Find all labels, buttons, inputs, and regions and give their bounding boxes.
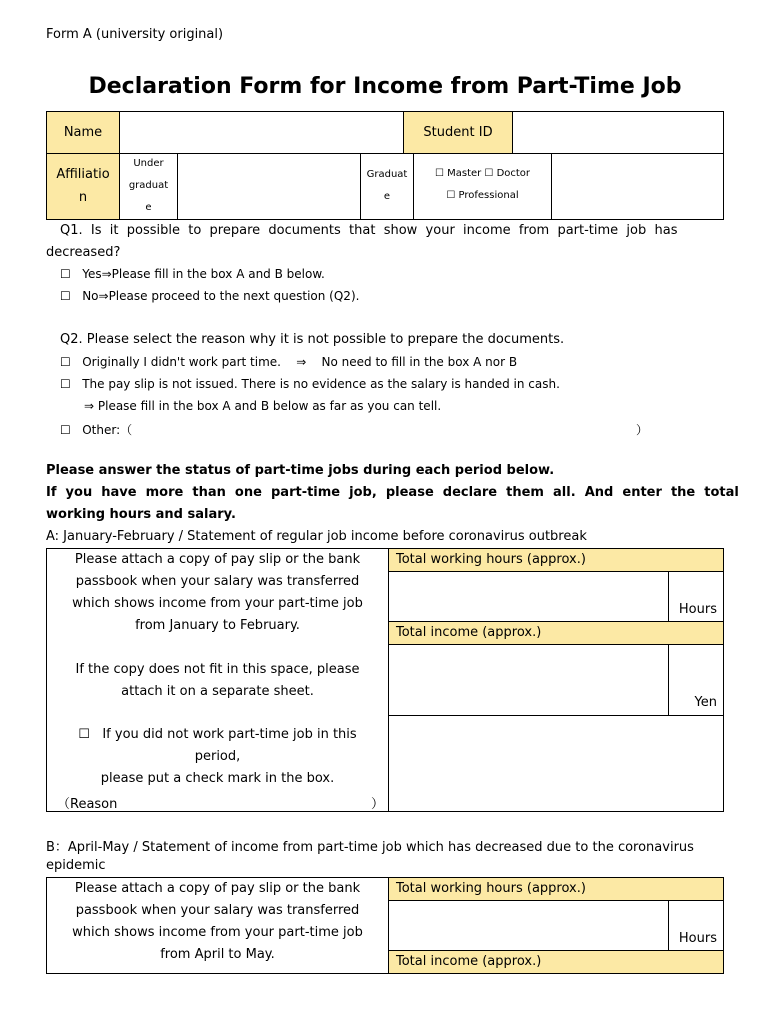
section-b-attach-line3: which shows income from your part-time job	[72, 925, 363, 940]
degree-options-cell	[413, 153, 552, 220]
section-a-reason-label: （Reason	[57, 797, 118, 812]
graduate-label-line1: Graduat	[366, 169, 408, 180]
section-b-income-label: Total income (approx.)	[396, 954, 542, 969]
q2-option-no-pay-slip[interactable]: ☐ The pay slip is not issued. There is no evidence as the salary is handed in cash.	[60, 377, 560, 391]
q1-question-line1: Q1. Is it possible to prepare documents that show your income from part-time job has	[60, 223, 678, 238]
section-a-check-line3: please put a check mark in the box.	[100, 771, 335, 786]
section-b-attach-line2: passbook when your salary was transferred	[75, 903, 360, 918]
section-a-income-header	[388, 621, 724, 645]
section-b-heading-line1: B：April-May / Statement of income from part-time job which has decreased due to the coronavirus	[46, 840, 694, 855]
section-a-attach-line1: Please attach a copy of pay slip or the bank	[74, 552, 361, 567]
section-a-income-label: Total income (approx.)	[396, 625, 542, 640]
section-a-income-unit-cell	[668, 644, 724, 716]
section-a-notes-field[interactable]	[388, 715, 724, 812]
q1-no-option[interactable]: ☐ No⇒Please proceed to the next question (Q2).	[60, 289, 360, 303]
section-a-check-line2: period,	[194, 749, 241, 764]
section-a-reason-close: ）	[371, 797, 385, 812]
section-b-hours-header	[388, 877, 724, 901]
section-a-attach-line3: which shows income from your part-time job	[72, 596, 363, 611]
q2-option-no-pay-slip-note: ⇒ Please fill in the box A and B below as far as you can tell.	[84, 399, 442, 413]
affiliation-label-cell	[46, 153, 120, 220]
graduate-label-line2: e	[383, 191, 391, 202]
master-doctor-checkboxes[interactable]: ☐ Master ☐ Doctor	[434, 168, 531, 179]
section-b-heading-line2: epidemic	[46, 858, 106, 873]
section-a-no-work-checkbox[interactable]: ☐ If you did not work part-time job in this	[78, 727, 357, 742]
graduate-field[interactable]	[551, 153, 724, 220]
section-b-hours-label: Total working hours (approx.)	[396, 881, 586, 896]
undergraduate-label-cell	[119, 153, 178, 220]
instructions-line3: working hours and salary.	[46, 507, 236, 522]
student-id-label: Student ID	[423, 125, 493, 140]
section-a-copy-line1: If the copy does not fit in this space, please	[75, 662, 360, 677]
q2-option-other[interactable]: ☐ Other:（	[60, 423, 133, 437]
student-id-field[interactable]	[512, 111, 724, 154]
section-a-attach-line2: passbook when your salary was transferred	[75, 574, 360, 589]
section-a-income-unit: Yen	[694, 695, 717, 710]
section-a-attach-line4: from January to February.	[135, 618, 300, 633]
section-b-attach-line4: from April to May.	[160, 947, 275, 962]
q2-question: Q2. Please select the reason why it is not possible to prepare the documents.	[60, 332, 565, 347]
undergraduate-label-line2: graduat	[128, 180, 169, 191]
undergraduate-field[interactable]	[177, 153, 361, 220]
q2-option-no-part-time[interactable]: ☐ Originally I didn't work part time. ⇒ No need to fill in the box A nor B	[60, 355, 518, 369]
section-a-copy-line2: attach it on a separate sheet.	[121, 684, 314, 699]
section-b-attachment-box[interactable]	[46, 877, 389, 974]
graduate-label-cell	[360, 153, 414, 220]
q2-other-close-bracket: ）	[636, 423, 649, 437]
section-a-income-field[interactable]	[388, 644, 669, 716]
section-a-attachment-box[interactable]	[46, 548, 389, 812]
section-b-hours-field[interactable]	[388, 900, 669, 951]
professional-checkbox[interactable]: ☐ Professional	[446, 190, 519, 201]
name-label-cell	[46, 111, 120, 154]
student-id-label-cell	[403, 111, 513, 154]
affiliation-label-line2: n	[78, 190, 88, 205]
name-field[interactable]	[119, 111, 404, 154]
name-label: Name	[63, 125, 103, 140]
section-a-hours-label: Total working hours (approx.)	[396, 552, 586, 567]
section-b-hours-unit-cell	[668, 900, 724, 951]
undergraduate-label-line1: Under	[133, 158, 164, 169]
q1-yes-option[interactable]: ☐ Yes⇒Please fill in the box A and B below.	[60, 267, 325, 281]
form-label: Form A (university original)	[46, 27, 224, 42]
section-a-hours-header	[388, 548, 724, 572]
section-b-attach-line1: Please attach a copy of pay slip or the bank	[74, 881, 361, 896]
section-a-hours-unit-cell	[668, 571, 724, 622]
page-title: Declaration Form for Income from Part-Time Job	[88, 74, 682, 99]
instructions-line2: If you have more than one part-time job, please declare them all. And enter the total	[46, 485, 739, 500]
q1-question-line2: decreased?	[46, 245, 121, 260]
undergraduate-label-line3: e	[145, 202, 152, 213]
section-b-hours-unit: Hours	[678, 931, 717, 946]
section-a-heading: A: January-February / Statement of regular job income before coronavirus outbreak	[46, 529, 587, 544]
instructions-line1: Please answer the status of part-time jobs during each period below.	[46, 463, 555, 478]
section-a-hours-unit: Hours	[678, 602, 717, 617]
section-b-income-header	[388, 950, 724, 974]
affiliation-label-line1: Affiliatio	[56, 167, 110, 182]
section-a-hours-field[interactable]	[388, 571, 669, 622]
